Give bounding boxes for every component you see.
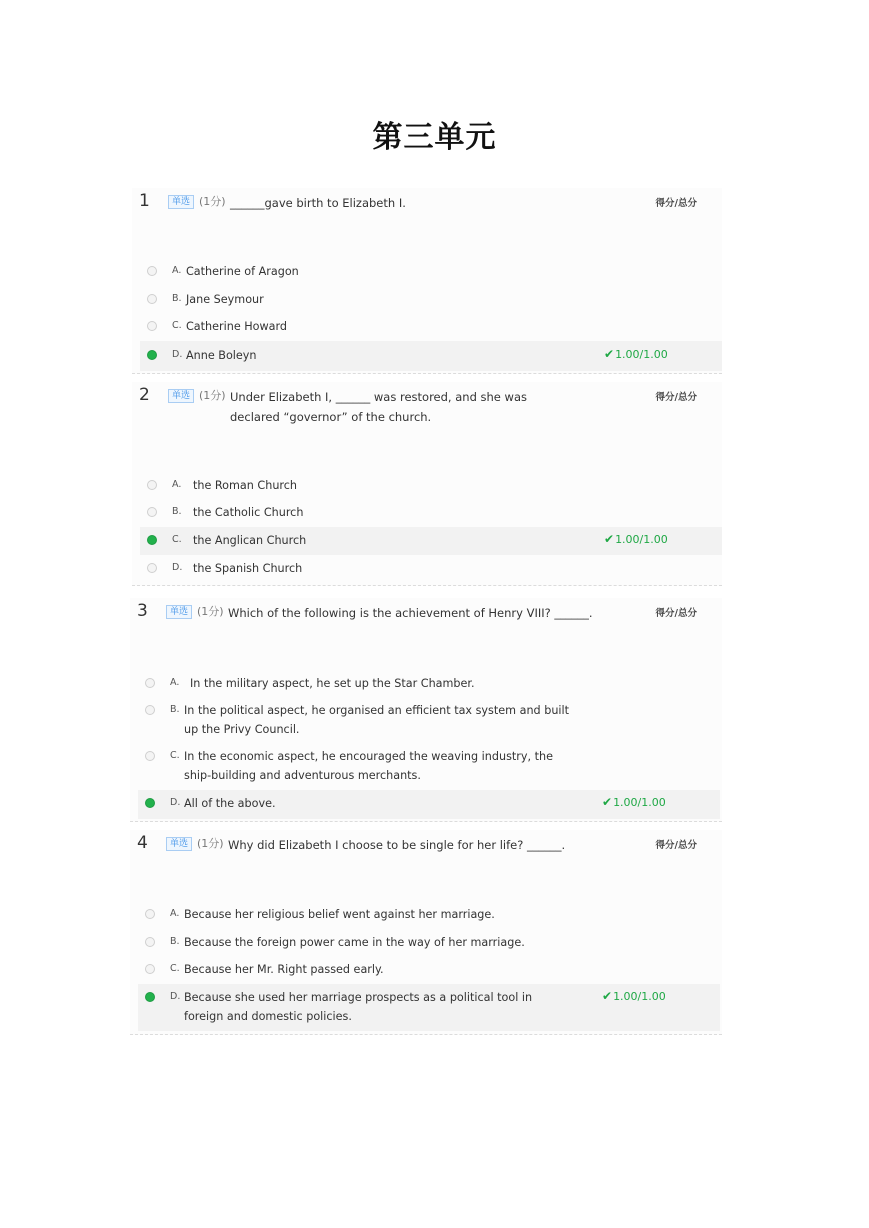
question-type-badge: 单选	[166, 605, 192, 619]
question-score: (1分)	[197, 605, 224, 618]
points-header: 得分/总分	[655, 392, 697, 403]
radio-icon[interactable]	[145, 964, 155, 974]
question-score: (1分)	[199, 389, 226, 402]
option-c[interactable]	[138, 960, 720, 980]
option-a[interactable]	[140, 476, 722, 496]
option-d[interactable]	[140, 559, 722, 579]
option-text: In the economic aspect, he encouraged the weaving industry, the ship-building and adventurous merchants.	[184, 750, 553, 782]
question-number: 3	[137, 601, 148, 621]
option-c[interactable]	[140, 527, 722, 555]
question-score: (1分)	[199, 195, 226, 208]
option-score	[604, 347, 668, 361]
option-text: Jane Seymour	[186, 293, 264, 306]
radio-icon[interactable]	[147, 294, 157, 304]
radio-icon[interactable]	[145, 909, 155, 919]
option-score	[604, 532, 668, 546]
option-text: the Spanish Church	[193, 562, 303, 575]
option-text: Anne Boleyn	[186, 349, 257, 362]
question-number: 4	[137, 833, 148, 853]
option-letter: D.	[170, 991, 181, 1002]
option-letter: B.	[172, 293, 182, 304]
radio-icon[interactable]	[145, 992, 155, 1002]
option-score	[602, 989, 666, 1003]
option-text: In the military aspect, he set up the Star Chamber.	[190, 677, 475, 690]
option-letter: B.	[170, 704, 180, 715]
question-text: Under Elizabeth I, ______ was restored, and she was declared “governor” of the church.	[230, 390, 527, 424]
option-text: Because her religious belief went against her marriage.	[184, 908, 495, 921]
checkmark-icon: ✔	[604, 532, 615, 546]
score-value: 1.00/1.00	[615, 533, 668, 546]
radio-icon[interactable]	[147, 535, 157, 545]
option-letter: A.	[172, 479, 182, 490]
radio-icon[interactable]	[147, 266, 157, 276]
question-card	[130, 830, 722, 1035]
option-letter: A.	[170, 908, 180, 919]
radio-icon[interactable]	[147, 507, 157, 517]
option-text: the Anglican Church	[193, 534, 307, 547]
checkmark-icon: ✔	[604, 347, 615, 361]
question-type-badge: 单选	[168, 195, 194, 209]
option-letter: B.	[172, 506, 182, 517]
option-d[interactable]	[138, 984, 720, 1031]
option-c[interactable]	[140, 317, 722, 337]
option-letter: C.	[172, 320, 182, 331]
score-value: 1.00/1.00	[613, 796, 666, 809]
radio-icon[interactable]	[145, 798, 155, 808]
checkmark-icon: ✔	[602, 795, 613, 809]
option-text: Because she used her marriage prospects as a political tool in foreign and domestic policies.	[184, 991, 533, 1023]
option-letter: D.	[170, 797, 181, 808]
option-c[interactable]	[138, 747, 720, 785]
score-value: 1.00/1.00	[613, 990, 666, 1003]
option-text: Because her Mr. Right passed early.	[184, 963, 384, 976]
option-b[interactable]	[138, 701, 720, 739]
option-b[interactable]	[140, 290, 722, 310]
option-letter: C.	[170, 750, 180, 761]
option-d[interactable]	[138, 790, 720, 819]
option-text: All of the above.	[184, 797, 276, 810]
score-value: 1.00/1.00	[615, 348, 668, 361]
option-d[interactable]	[140, 341, 722, 371]
points-header: 得分/总分	[655, 608, 697, 619]
question-text: Which of the following is the achievement of Henry VIII? ______.	[228, 606, 593, 620]
radio-icon[interactable]	[145, 751, 155, 761]
option-score	[602, 795, 666, 809]
question-score: (1分)	[197, 837, 224, 850]
radio-icon[interactable]	[145, 937, 155, 947]
option-b[interactable]	[138, 933, 720, 953]
points-header: 得分/总分	[655, 198, 697, 209]
option-text: Catherine of Aragon	[186, 265, 299, 278]
option-a[interactable]	[138, 674, 720, 694]
option-b[interactable]	[140, 503, 722, 523]
radio-icon[interactable]	[147, 480, 157, 490]
question-number: 2	[139, 385, 150, 405]
option-letter: A.	[172, 265, 182, 276]
option-letter: D.	[172, 562, 183, 573]
option-letter: B.	[170, 936, 180, 947]
option-letter: C.	[172, 534, 182, 545]
radio-icon[interactable]	[147, 321, 157, 331]
question-number: 1	[139, 191, 150, 211]
option-letter: A.	[170, 677, 180, 688]
question-type-badge: 单选	[166, 837, 192, 851]
points-header: 得分/总分	[655, 840, 697, 851]
radio-icon[interactable]	[147, 563, 157, 573]
option-letter: D.	[172, 349, 183, 360]
question-card	[130, 598, 722, 822]
question-card	[132, 382, 722, 586]
option-a[interactable]	[140, 262, 722, 282]
option-text: Catherine Howard	[186, 320, 288, 333]
question-card	[132, 188, 722, 374]
option-letter: C.	[170, 963, 180, 974]
page-title: 第三单元	[372, 120, 497, 155]
option-text: the Roman Church	[193, 479, 298, 492]
question-text: ______gave birth to Elizabeth I.	[230, 196, 406, 210]
radio-icon[interactable]	[145, 705, 155, 715]
checkmark-icon: ✔	[602, 989, 613, 1003]
option-text: In the political aspect, he organised an efficient tax system and built up the Privy Council.	[184, 704, 570, 736]
radio-icon[interactable]	[145, 678, 155, 688]
radio-icon[interactable]	[147, 350, 157, 360]
option-text: the Catholic Church	[193, 506, 304, 519]
option-text: Because the foreign power came in the way of her marriage.	[184, 936, 525, 949]
question-type-badge: 单选	[168, 389, 194, 403]
option-a[interactable]	[138, 905, 720, 925]
question-text: Why did Elizabeth I choose to be single for her life? ______.	[228, 838, 566, 852]
